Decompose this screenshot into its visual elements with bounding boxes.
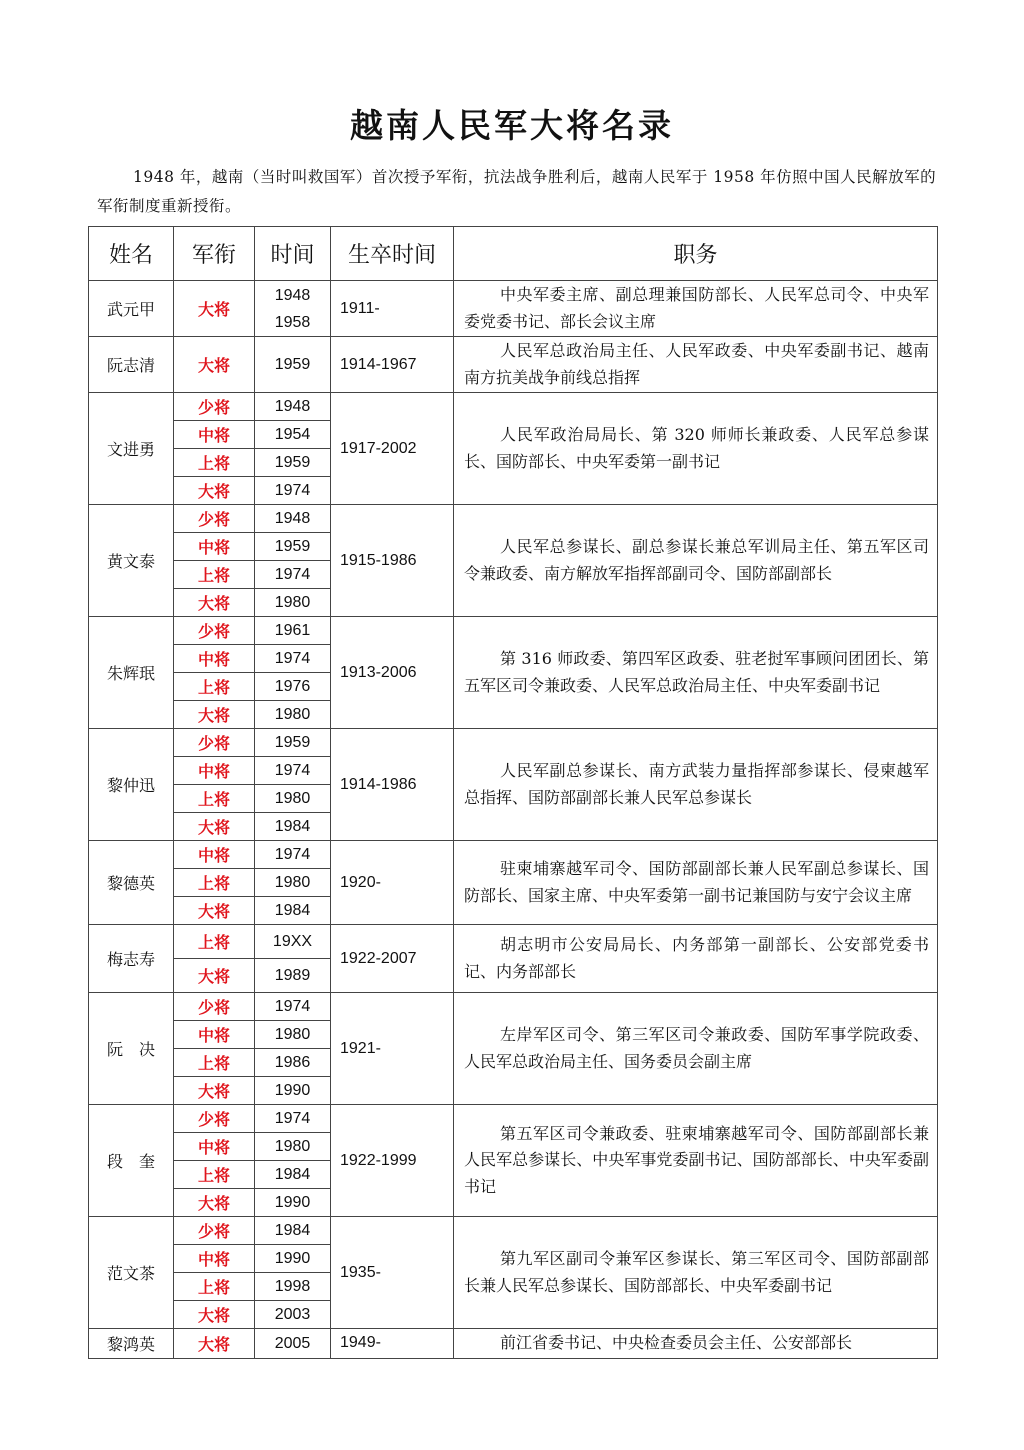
duty-cell: 胡志明市公安局局长、内务部第一副部长、公安部党委书记、内务部部长 <box>454 925 938 993</box>
rank-year-cell: 1984 <box>255 1217 331 1245</box>
table-row <box>89 841 938 869</box>
header-rank: 军衔 <box>174 227 255 281</box>
rank-cell: 中将 <box>174 533 255 561</box>
table-row <box>89 925 938 959</box>
rank-cell: 大将 <box>174 897 255 925</box>
lifespan-cell: 1917-2002 <box>331 393 454 505</box>
rank-cell: 大将 <box>174 1189 255 1217</box>
general-name: 黎鸿英 <box>89 1329 174 1359</box>
rank-cell: 大将 <box>174 1329 255 1359</box>
rank-cell: 中将 <box>174 421 255 449</box>
rank-year-cell: 1974 <box>255 645 331 673</box>
duty-cell: 人民军总政治局主任、人民军政委、中央军委副书记、越南南方抗美战争前线总指挥 <box>454 337 938 393</box>
lifespan-cell: 1914-1967 <box>331 337 454 393</box>
rank-year-cell: 2005 <box>255 1329 331 1359</box>
rank-cell: 大将 <box>174 337 255 393</box>
page-title: 越南人民军大将名录 <box>350 106 674 145</box>
rank-year-cell: 1974 <box>255 477 331 505</box>
rank-year-cell: 1976 <box>255 673 331 701</box>
table-row <box>89 617 938 645</box>
duty-cell: 第九军区副司令兼军区参谋长、第三军区司令、国防部副部长兼人民军总参谋长、国防部部长、中央军委副书记 <box>454 1217 938 1329</box>
rank-cell: 大将 <box>174 959 255 993</box>
rank-cell: 大将 <box>174 1077 255 1105</box>
rank-year-cell: 1974 <box>255 1105 331 1133</box>
rank-year-cell: 1989 <box>255 959 331 993</box>
rank-cell: 少将 <box>174 505 255 533</box>
rank-cell: 少将 <box>174 993 255 1021</box>
table-row <box>89 729 938 757</box>
rank-year-cell: 1959 <box>255 449 331 477</box>
table-row <box>89 337 938 393</box>
table-row <box>89 505 938 533</box>
rank-year-cell: 1984 <box>255 1161 331 1189</box>
rank-cell: 大将 <box>174 1301 255 1329</box>
general-name: 阮志清 <box>89 337 174 393</box>
generals-table <box>88 226 938 1359</box>
general-name: 武元甲 <box>89 281 174 337</box>
rank-cell: 上将 <box>174 1049 255 1077</box>
rank-year-cell: 1959 <box>255 533 331 561</box>
duty-cell: 人民军副总参谋长、南方武装力量指挥部参谋长、侵柬越军总指挥、国防部副部长兼人民军总参谋长 <box>454 729 938 841</box>
rank-cell: 少将 <box>174 393 255 421</box>
table-row <box>89 393 938 421</box>
rank-cell: 中将 <box>174 645 255 673</box>
duty-cell: 中央军委主席、副总理兼国防部长、人民军总司令、中央军委党委书记、部长会议主席 <box>454 281 938 337</box>
general-name: 黎德英 <box>89 841 174 925</box>
rank-year-cell: 1961 <box>255 617 331 645</box>
rank-year-cell: 1974 <box>255 561 331 589</box>
duty-cell: 驻柬埔寨越军司令、国防部副部长兼人民军副总参谋长、国防部长、国家主席、中央军委第一副书记兼国防与安宁会议主席 <box>454 841 938 925</box>
rank-year-cell: 1990 <box>255 1189 331 1217</box>
duty-cell: 第 316 师政委、第四军区政委、驻老挝军事顾问团团长、第五军区司令兼政委、人民军总政治局主任、中央军委副书记 <box>454 617 938 729</box>
rank-cell: 中将 <box>174 1133 255 1161</box>
rank-year-cell: 1980 <box>255 589 331 617</box>
table-row <box>89 1217 938 1245</box>
lifespan-cell: 1922-2007 <box>331 925 454 993</box>
table-body <box>89 281 938 1359</box>
lifespan-cell: 1913-2006 <box>331 617 454 729</box>
rank-cell: 少将 <box>174 617 255 645</box>
rank-year-cell: 1974 <box>255 841 331 869</box>
rank-cell: 上将 <box>174 1273 255 1301</box>
table-header-row <box>89 227 938 281</box>
duty-cell: 第五军区司令兼政委、驻柬埔寨越军司令、国防部副部长兼人民军总参谋长、中央军事党委副书记、国防部部长、中央军委副书记 <box>454 1105 938 1217</box>
rank-cell: 中将 <box>174 1021 255 1049</box>
rank-cell: 大将 <box>174 589 255 617</box>
duty-cell: 前江省委书记、中央检查委员会主任、公安部部长 <box>454 1329 938 1359</box>
rank-cell: 中将 <box>174 841 255 869</box>
general-name: 黄文泰 <box>89 505 174 617</box>
rank-cell: 少将 <box>174 729 255 757</box>
general-name: 朱辉珉 <box>89 617 174 729</box>
table-row <box>89 1329 938 1359</box>
rank-cell: 大将 <box>174 281 255 337</box>
duty-cell: 左岸军区司令、第三军区司令兼政委、国防军事学院政委、人民军总政治局主任、国务委员会副主席 <box>454 993 938 1105</box>
lifespan-cell: 1921- <box>331 993 454 1105</box>
rank-cell: 上将 <box>174 561 255 589</box>
intro-paragraph: 1948 年，越南（当时叫救国军）首次授予军衔，抗法战争胜利后，越南人民军于 1958 年仿照中国人民解放军的军衔制度重新授衔。 <box>97 168 937 215</box>
general-name: 段 奎 <box>89 1105 174 1217</box>
rank-cell: 上将 <box>174 1161 255 1189</box>
rank-cell: 上将 <box>174 449 255 477</box>
lifespan-cell: 1922-1999 <box>331 1105 454 1217</box>
rank-year-cell: 1990 <box>255 1245 331 1273</box>
rank-cell: 上将 <box>174 785 255 813</box>
general-name: 范文茶 <box>89 1217 174 1329</box>
rank-year-cell: 1980 <box>255 869 331 897</box>
rank-cell: 少将 <box>174 1105 255 1133</box>
rank-cell: 上将 <box>174 673 255 701</box>
rank-year-cell: 1954 <box>255 421 331 449</box>
header-lifespan: 生卒时间 <box>331 227 454 281</box>
rank-cell: 大将 <box>174 813 255 841</box>
rank-year-cell: 1980 <box>255 1021 331 1049</box>
table-row <box>89 993 938 1021</box>
lifespan-cell: 1920- <box>331 841 454 925</box>
rank-cell: 大将 <box>174 701 255 729</box>
rank-year-cell: 1948 <box>255 393 331 421</box>
rank-year-cell: 1974 <box>255 993 331 1021</box>
table-row <box>89 281 938 337</box>
rank-year-cell: 1990 <box>255 1077 331 1105</box>
table-row <box>89 1105 938 1133</box>
rank-year-cell: 1980 <box>255 1133 331 1161</box>
rank-cell: 中将 <box>174 1245 255 1273</box>
rank-cell: 上将 <box>174 869 255 897</box>
general-name: 文进勇 <box>89 393 174 505</box>
header-name: 姓名 <box>89 227 174 281</box>
rank-year-cell: 1984 <box>255 897 331 925</box>
header-year: 时间 <box>255 227 331 281</box>
rank-year-cell: 1959 <box>255 337 331 393</box>
header-duty: 职务 <box>454 227 938 281</box>
rank-year-cell: 1986 <box>255 1049 331 1077</box>
duty-cell: 人民军总参谋长、副总参谋长兼总军训局主任、第五军区司令兼政委、南方解放军指挥部副司令、国防部副部长 <box>454 505 938 617</box>
rank-year-cell: 1959 <box>255 729 331 757</box>
rank-cell: 中将 <box>174 757 255 785</box>
rank-year-cell: 1984 <box>255 813 331 841</box>
rank-year-cell: 1980 <box>255 785 331 813</box>
rank-cell: 上将 <box>174 925 255 959</box>
lifespan-cell: 1935- <box>331 1217 454 1329</box>
general-name: 黎仲迅 <box>89 729 174 841</box>
rank-year-cell: 19XX <box>255 925 331 959</box>
rank-year-cell: 1974 <box>255 757 331 785</box>
rank-year-cell: 1948 <box>255 505 331 533</box>
general-name: 阮 决 <box>89 993 174 1105</box>
duty-cell: 人民军政治局局长、第 320 师师长兼政委、人民军总参谋长、国防部长、中央军委第一副书记 <box>454 393 938 505</box>
rank-cell: 大将 <box>174 477 255 505</box>
rank-year-cell: 1980 <box>255 701 331 729</box>
rank-year-cell: 1948 1958 <box>255 281 331 337</box>
rank-cell: 少将 <box>174 1217 255 1245</box>
general-name: 梅志寿 <box>89 925 174 993</box>
lifespan-cell: 1911- <box>331 281 454 337</box>
lifespan-cell: 1915-1986 <box>331 505 454 617</box>
lifespan-cell: 1949- <box>331 1329 454 1359</box>
rank-year-cell: 2003 <box>255 1301 331 1329</box>
lifespan-cell: 1914-1986 <box>331 729 454 841</box>
rank-year-cell: 1998 <box>255 1273 331 1301</box>
